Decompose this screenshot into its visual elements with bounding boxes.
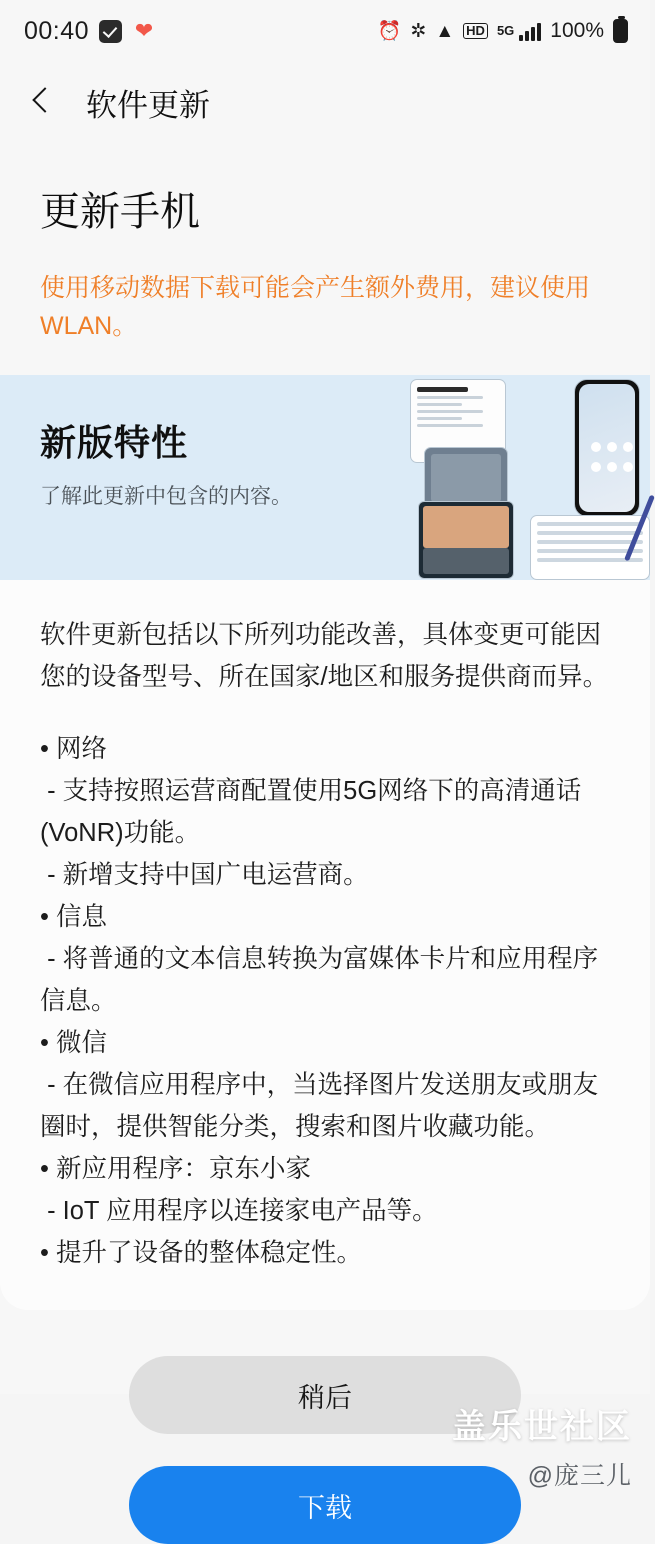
changelog-item: • 新应用程序：京东小家: [40, 1155, 312, 1183]
whats-new-banner[interactable]: [0, 375, 650, 580]
status-bar: [0, 0, 650, 62]
status-bar-right: [378, 19, 628, 43]
changelog-item: • 网络: [40, 735, 108, 763]
changelog-item: • 信息: [40, 903, 108, 931]
changelog-item: - 新增支持中国广电运营商。: [40, 861, 369, 889]
changelog-item: - IoT 应用程序以连接家电产品等。: [40, 1197, 438, 1225]
app-bar: [0, 62, 650, 142]
changelog-item: - 在微信应用程序中，当选择图片发送朋友或朋友圈时，提供智能分类，搜索和图片收藏功能。: [40, 1071, 599, 1141]
5g-icon: 5G: [496, 23, 515, 38]
changelog-card: [0, 580, 650, 1310]
status-clock: 00:40: [24, 16, 90, 45]
bluetooth-icon: ✲: [410, 20, 427, 42]
chevron-left-icon[interactable]: [26, 82, 60, 122]
battery-icon: [613, 19, 628, 43]
whats-new-title: 新版特性: [40, 422, 189, 463]
changelog-item: - 将普通的文本信息转换为富媒体卡片和应用程序信息。: [40, 945, 599, 1015]
changelog-item: • 提升了设备的整体稳定性。: [40, 1239, 363, 1267]
changelog-intro: 软件更新包括以下所列功能改善，具体变更可能因您的设备型号、所在国家/地区和服务提供商而异。: [40, 621, 609, 691]
later-button[interactable]: 稍后: [129, 1356, 521, 1434]
wifi-icon: ▲: [435, 20, 455, 42]
heart-rate-icon: ❤: [134, 18, 154, 43]
checkbox-checked-icon: [99, 20, 122, 43]
download-button[interactable]: 下载: [129, 1466, 521, 1544]
changelog-item: - 支持按照运营商配置使用5G网络下的高清通话(VoNR)功能。: [40, 777, 582, 847]
update-headline: 更新手机: [40, 190, 200, 234]
changelog-item: • 微信: [40, 1029, 108, 1057]
alarm-icon: ⏰: [377, 20, 402, 42]
changelog-list: [40, 728, 610, 1274]
watermark-user: @庞三儿: [527, 1462, 632, 1490]
signal-bars-icon: [519, 21, 541, 41]
action-area: [0, 1310, 650, 1544]
whats-new-banner-text: [0, 375, 650, 510]
foldable-illustration: [418, 501, 514, 579]
watermark-brand: 盖乐世社区: [452, 1408, 632, 1446]
hd-voice-icon: HD: [463, 23, 488, 39]
page-title: 软件更新: [86, 87, 210, 123]
whats-new-subtitle: 了解此更新中包含的内容。: [40, 485, 292, 508]
mobile-data-warning: 使用移动数据下载可能会产生额外费用，建议使用 WLAN。: [40, 274, 591, 340]
battery-percent-label: 100%: [550, 19, 604, 42]
status-bar-left: [24, 17, 156, 46]
